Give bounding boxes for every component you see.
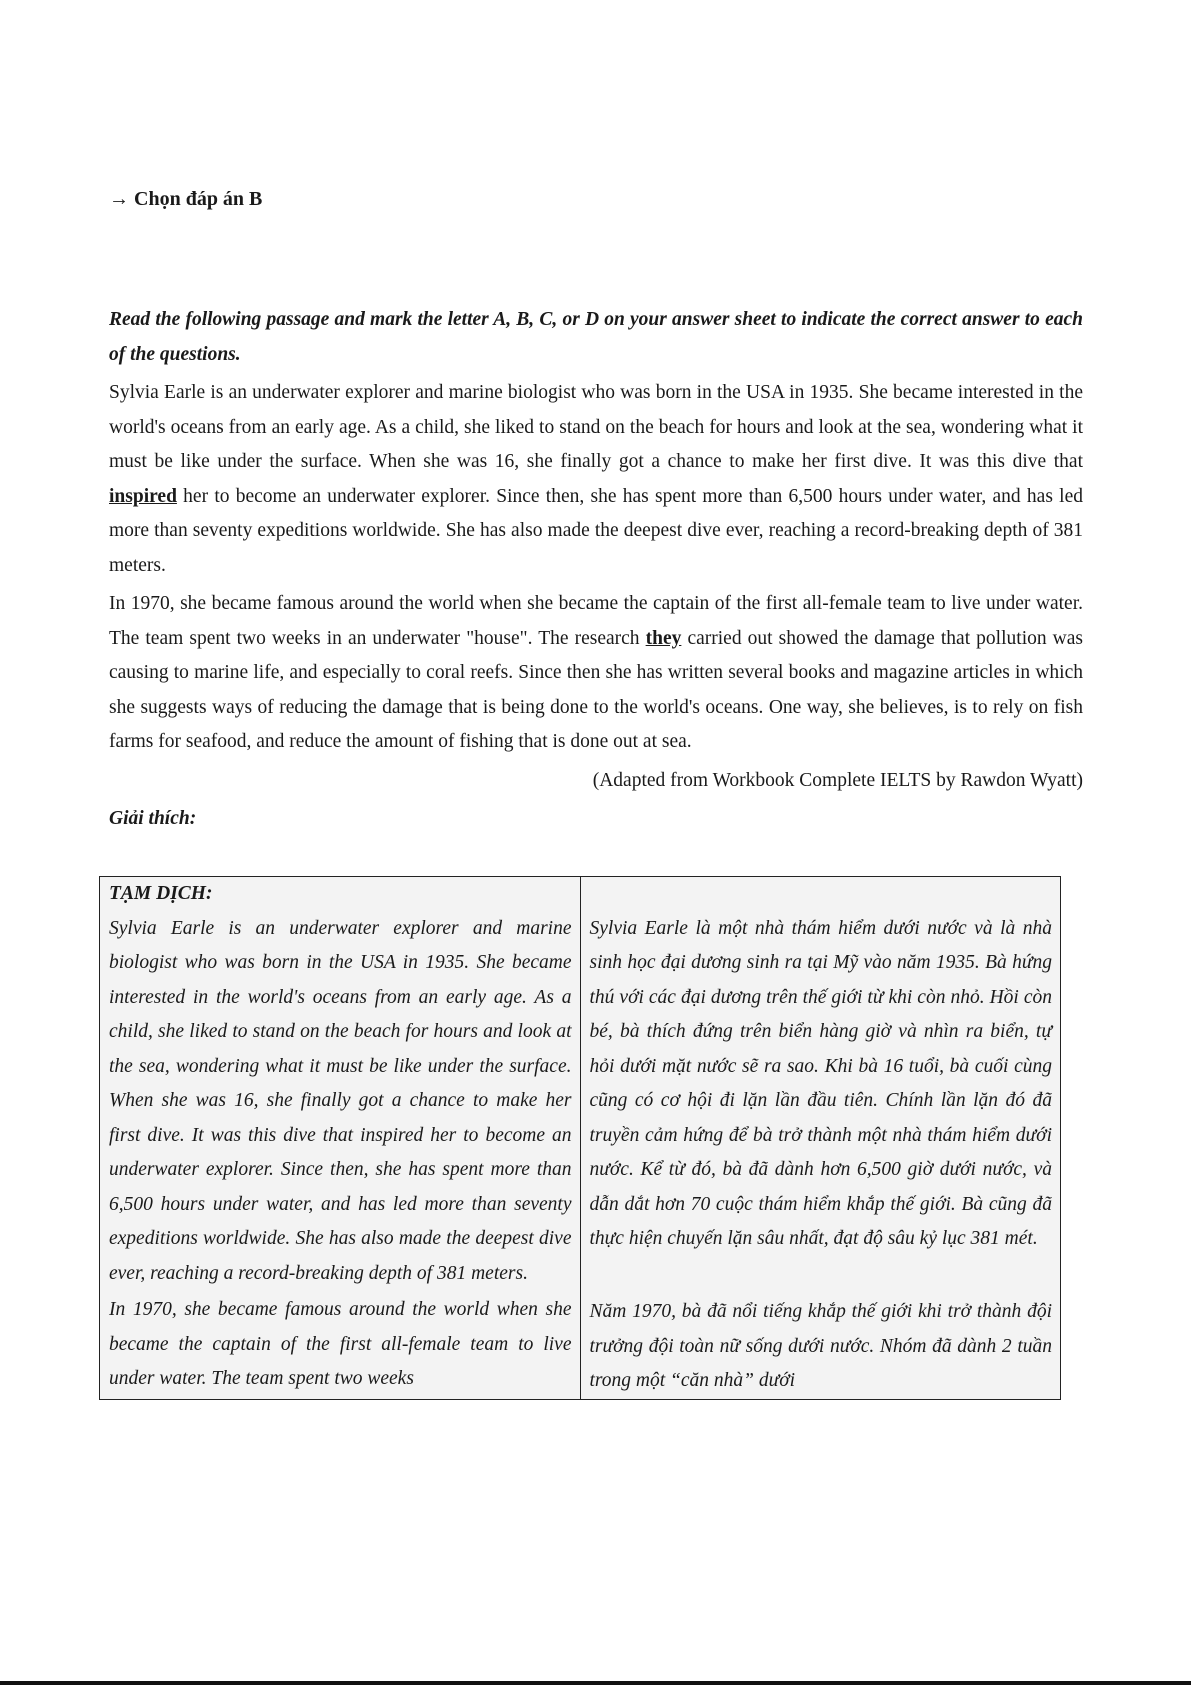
question-content — [109, 303, 1083, 837]
source-citation: (Adapted from Workbook Complete IELTS by Rawdon Wyatt) — [592, 769, 1083, 791]
translation-heading-empty-cell — [580, 877, 1061, 912]
english-text-cell: In 1970, she became famous around the world when she became the captain of the first all-female team to live under water. The team spent two weeks — [100, 1291, 581, 1399]
translation-heading: TẠM DỊCH: — [100, 877, 581, 912]
explanation-label: Giải thích: — [109, 808, 197, 829]
translation-row — [100, 912, 1061, 1292]
passage-p1-start: Sylvia Earle is an underwater explorer and marine biologist who was born in the USA in 1935. She became interested in the world's oceans from an early age. As a child, she liked to stand on the beach for hours and look at the sea, wondering what it must be like under the surface. When she was 16, she finally got a chance to make her first dive. It was this dive that — [109, 382, 1083, 472]
english-text-cell: Sylvia Earle is an underwater explorer and marine biologist who was born in the USA in 1935. She became interested in the world's oceans from an early age. As a child, she liked to stand on the beach for hours and look at the sea, wondering what it must be like under the surface. When she was 16, she finally got a chance to make her first dive. It was this dive that inspired her to become an underwater explorer. Since then, she has spent more than 6,500 hours under water, and has led more than seventy expeditions worldwide. She has also made the deepest dive ever, reaching a record-breaking depth of 381 meters. — [100, 912, 581, 1292]
passage-paragraph-2 — [109, 587, 1083, 760]
vietnamese-text-cell: Năm 1970, bà đã nổi tiếng khắp thế giới khi trở thành đội trưởng đội toàn nữ sống dưới nước. Nhóm đã dành 2 tuần trong một “căn nhà” dưới — [580, 1291, 1061, 1399]
passage-p1-end: her to become an underwater explorer. Since then, she has spent more than 6,500 hours under water, and has led more than seventy expeditions worldwide. She has also made the deepest dive ever, reaching a record-breaking depth of 381 meters. — [109, 485, 1083, 576]
passage-p2-end: carried out showed the damage that pollution was causing to marine life, and especially to coral reefs. Since then she has written several books and magazine articles in which she suggests ways of reducing the damage that is being done to the world's oceans. One way, she believes, is to rely on fish farms for seafood, and reduce the amount of fishing that is done out at sea. — [109, 627, 1084, 752]
underlined-word-they: they — [645, 627, 682, 649]
translation-table — [99, 876, 1061, 1400]
page-bottom-edge — [0, 1681, 1191, 1685]
vietnamese-text-cell: Sylvia Earle là một nhà thám hiểm dưới nước và là nhà sinh học đại dương sinh ra tại Mỹ vào năm 1935. Bà hứng thú với các đại dương trên thế giới từ khi còn nhỏ. Hồi còn bé, bà thích đứng trên biển hàng giờ và nhìn ra biển, tự hỏi dưới mặt nước sẽ ra sao. Khi bà 16 tuổi, bà cuối cùng cũng có cơ hội đi lặn lần đầu tiên. Chính lần lặn đó đã truyền cảm hứng để bà trở thành một nhà thám hiểm dưới nước. Kể từ đó, bà đã dành hơn 6,500 giờ dưới nước, và dẫn dắt hơn 70 cuộc thám hiểm khắp thế giới. Bà cũng đã thực hiện chuyến lặn sâu nhất, đạt độ sâu kỷ lục 381 mét. — [580, 912, 1061, 1292]
underlined-word-inspired: inspired — [109, 485, 177, 507]
passage-p2-start: In 1970, she became famous around the world when she became the captain of the first all-female team to live under water. The team spent two weeks in an underwater "house". The research — [109, 593, 1083, 649]
translation-heading-row — [100, 877, 1061, 912]
translation-row — [100, 1291, 1061, 1399]
instruction: Read the following passage and mark the letter A, B, C, or D on your answer sheet to indicate the correct answer to each of the questions. — [109, 309, 1083, 365]
answer-line: → Chọn đáp án B — [109, 188, 263, 210]
passage-paragraph-1 — [109, 376, 1083, 583]
